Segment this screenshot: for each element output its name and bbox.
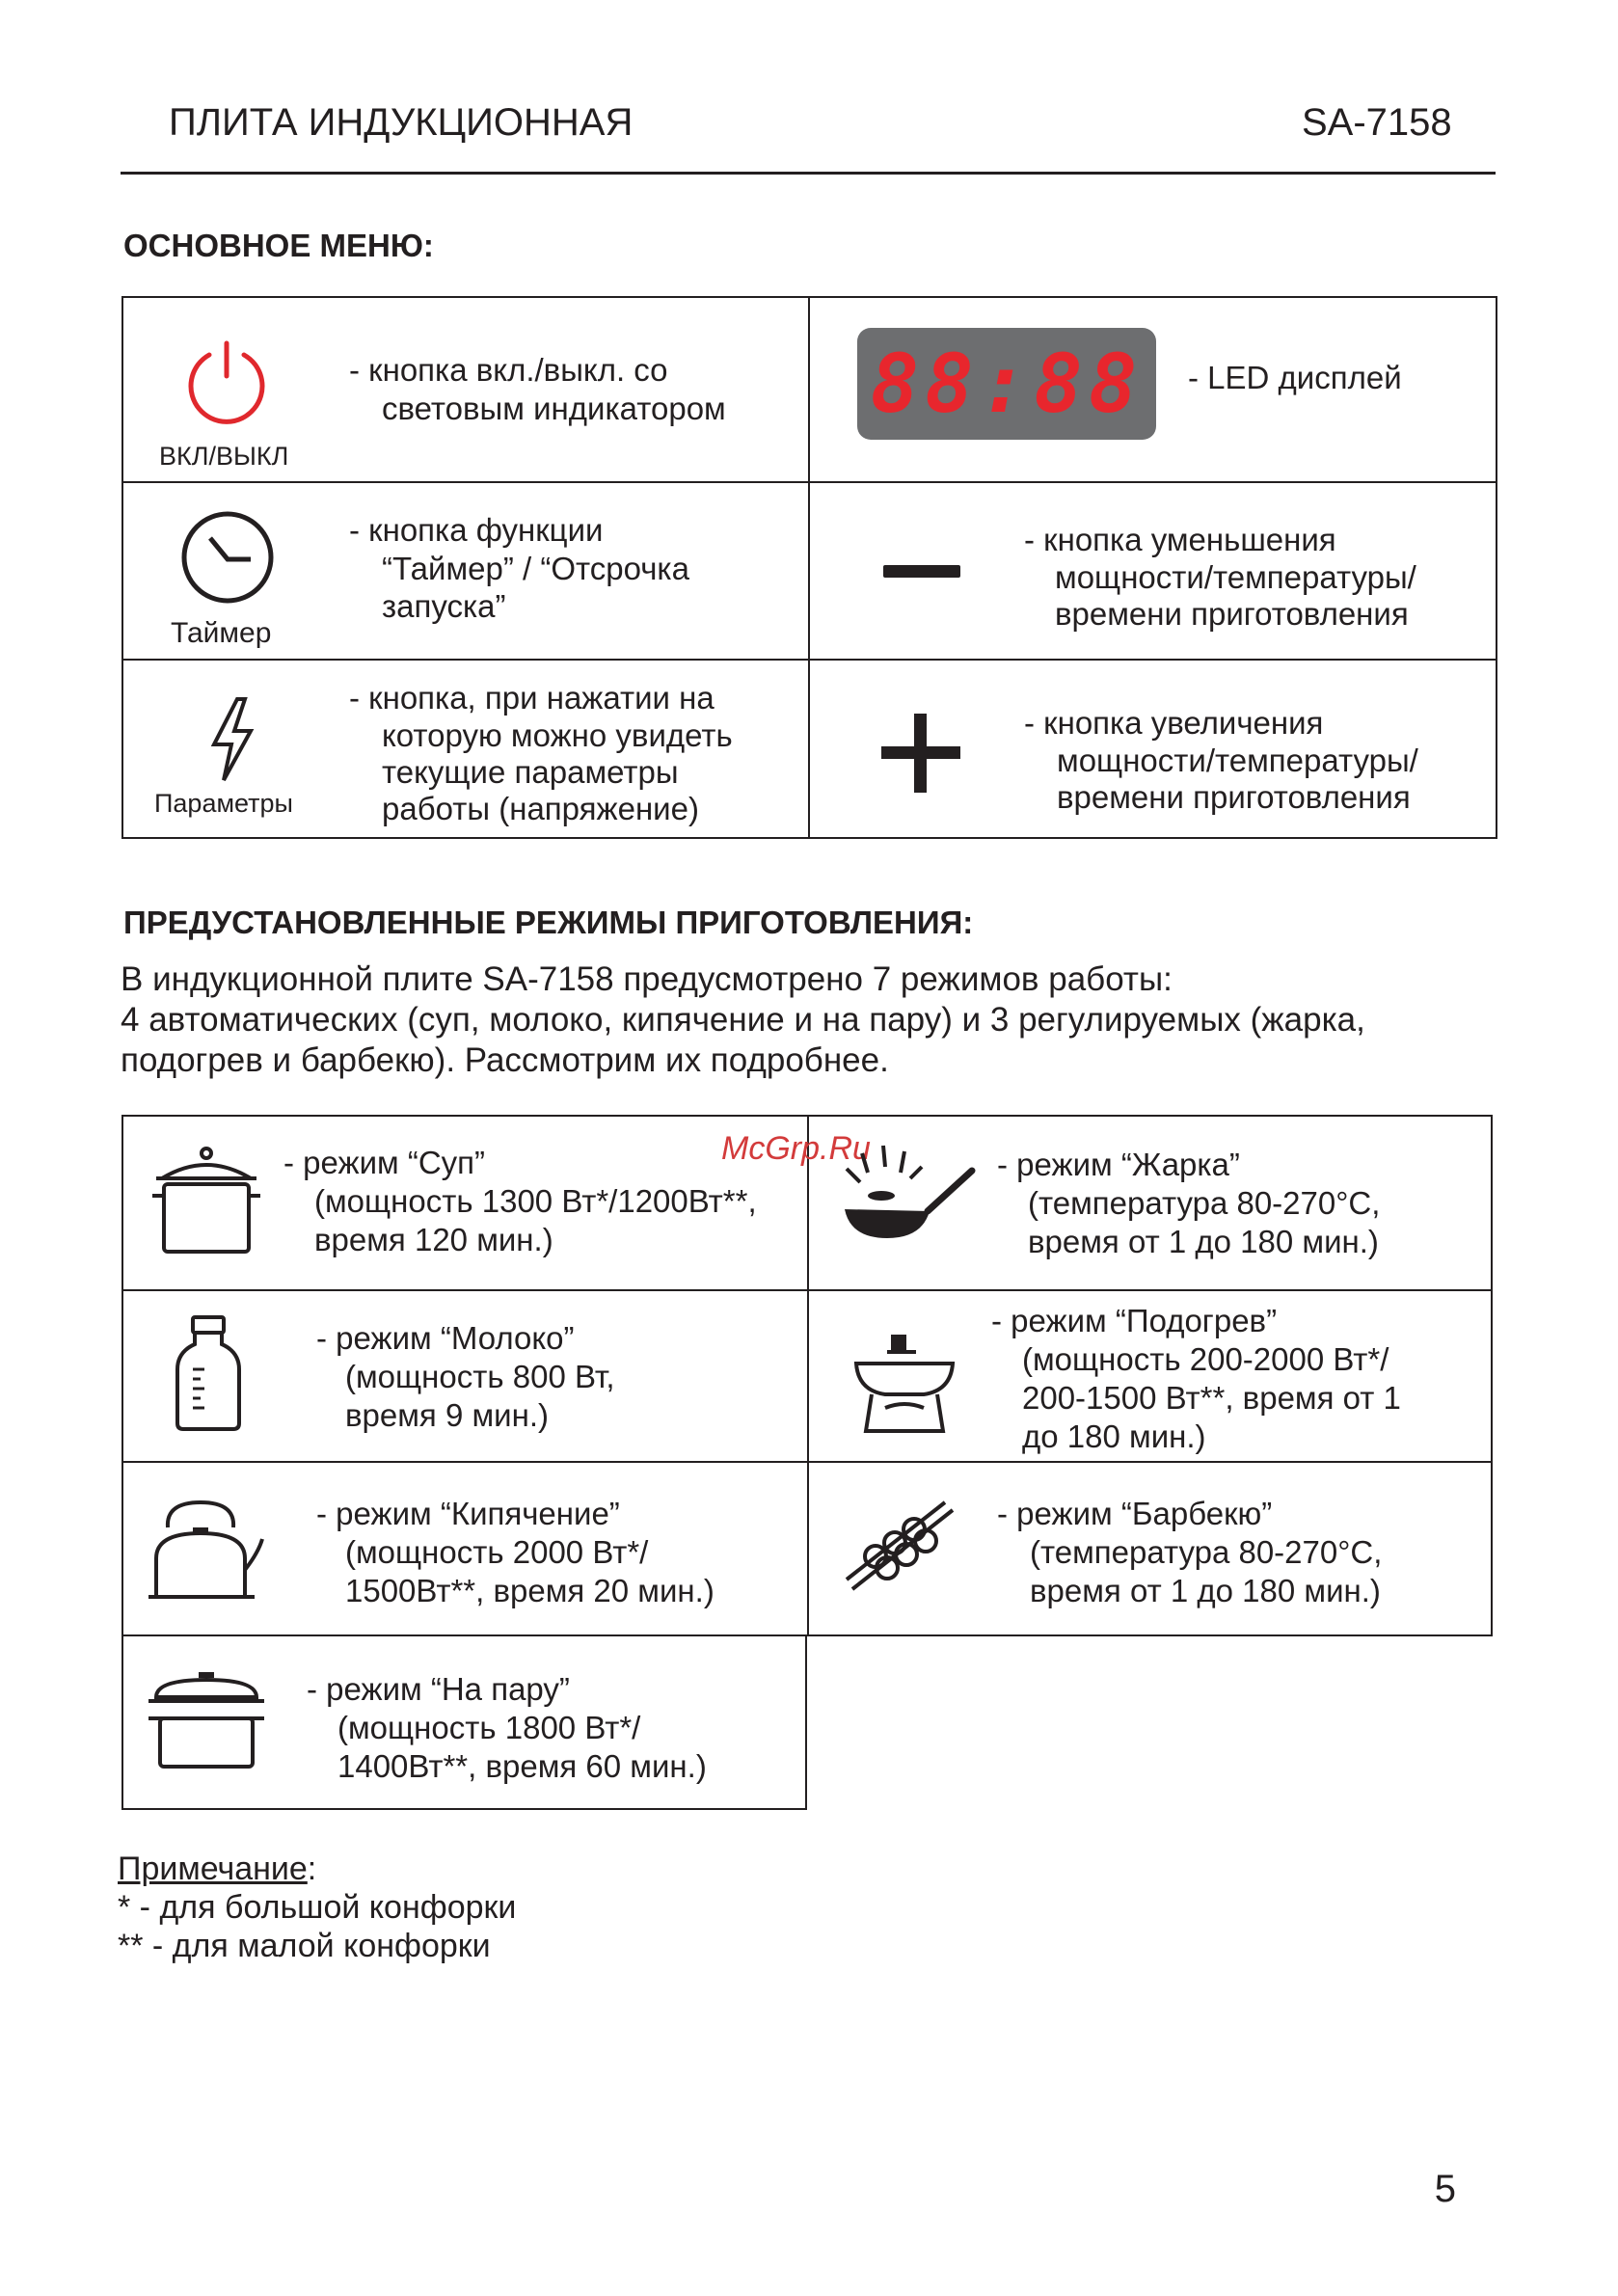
warming-bowl-icon (852, 1331, 957, 1435)
footnote-line: ** - для малой конфорки (118, 1928, 491, 1964)
bbq-desc-line: время от 1 до 180 мин.) (1030, 1573, 1381, 1608)
footnote-line: * - для большой конфорки (118, 1889, 517, 1926)
power-desc-line: - кнопка вкл./выкл. со (349, 352, 668, 388)
warm-desc-line: 200-1500 Вт**, время от 1 (1022, 1380, 1401, 1416)
main-menu-heading: ОСНОВНОЕ МЕНЮ: (123, 228, 434, 263)
intro-line: подогрев и барбекю). Рассмотрим их подробнее. (121, 1041, 889, 1079)
led-display-icon (857, 328, 1156, 440)
milk-bottle-icon (172, 1315, 245, 1433)
timer-desc-line: - кнопка функции (349, 512, 604, 548)
presets-heading: ПРЕДУСТАНОВЛЕННЫЕ РЕЖИМЫ ПРИГОТОВЛЕНИЯ: (123, 905, 974, 940)
bbq-desc-line: - режим “Барбекю” (997, 1496, 1273, 1531)
fry-desc-line: - режим “Жарка” (997, 1147, 1240, 1182)
warm-desc-line: до 180 мин.) (1022, 1418, 1206, 1454)
params-desc-line: которую можно увидеть (382, 717, 733, 753)
milk-desc-line: - режим “Молоко” (316, 1320, 575, 1356)
soup-pot-icon (152, 1146, 260, 1257)
page-number: 5 (1434, 2168, 1456, 2210)
soup-desc-line: время 120 мин.) (314, 1222, 553, 1257)
boil-desc-line: 1500Вт**, время 20 мин.) (345, 1573, 715, 1608)
display-desc-line: - LED дисплей (1188, 360, 1402, 395)
intro-line: В индукционной плите SA-7158 предусмотрено 7 режимов работы: (121, 960, 1173, 998)
model-number: SA-7158 (1302, 101, 1452, 144)
params-label: Параметры (154, 789, 293, 818)
soup-desc-line: - режим “Суп” (283, 1145, 486, 1180)
lightning-icon (208, 696, 256, 783)
footnote-title-text: Примечание (118, 1850, 308, 1887)
steam-desc-line: - режим “На пару” (307, 1671, 570, 1707)
steam-desc-line: 1400Вт**, время 60 мин.) (337, 1748, 707, 1784)
minus-icon (883, 565, 960, 578)
steamer-pot-icon (147, 1670, 266, 1770)
soup-desc-line: (мощность 1300 Вт*/1200Вт**, (314, 1183, 757, 1219)
timer-desc-line: запуска” (382, 588, 506, 624)
plus-desc-line: - кнопка увеличения (1024, 705, 1324, 741)
footnote (118, 1850, 516, 1965)
watermark: McGrp.Ru (721, 1130, 871, 1167)
boil-desc-line: - режим “Кипячение” (316, 1496, 620, 1531)
fry-desc-line: время от 1 до 180 мин.) (1028, 1224, 1379, 1259)
steam-desc-line: (мощность 1800 Вт*/ (337, 1710, 641, 1745)
milk-desc-line: (мощность 800 Вт, (345, 1359, 615, 1394)
intro-line: 4 автоматических (суп, молоко, кипячение и на пару) и 3 регулируемых (жарка, (121, 1001, 1365, 1039)
header-divider (121, 172, 1496, 175)
power-label: ВКЛ/ВЫКЛ (159, 442, 289, 471)
minus-desc-line: времени приготовления (1055, 596, 1409, 632)
timer-desc-line: “Таймер” / “Отсрочка (382, 551, 689, 586)
milk-desc-line: время 9 мин.) (345, 1397, 549, 1433)
bbq-desc-line: (температура 80-270°С, (1030, 1534, 1383, 1570)
skewer-icon (845, 1500, 960, 1597)
kettle-icon (147, 1500, 264, 1601)
footnote-title (118, 1850, 516, 1888)
power-icon (183, 339, 270, 420)
footnote-colon: : (307, 1850, 317, 1887)
plus-icon (881, 714, 960, 793)
params-desc-line: - кнопка, при нажатии на (349, 680, 715, 716)
power-desc-line: световым индикатором (382, 391, 726, 426)
params-desc-line: работы (напряжение) (382, 791, 699, 826)
clock-icon (179, 509, 276, 606)
warm-desc-line: (мощность 200-2000 Вт*/ (1022, 1341, 1389, 1377)
params-desc-line: текущие параметры (382, 754, 679, 790)
boil-desc-line: (мощность 2000 Вт*/ (345, 1534, 649, 1570)
plus-desc-line: мощности/температуры/ (1057, 743, 1418, 778)
timer-label: Таймер (171, 617, 272, 649)
warm-desc-line: - режим “Подогрев” (991, 1303, 1278, 1338)
presets-intro (121, 959, 1365, 1081)
frying-pan-icon (833, 1142, 976, 1252)
minus-desc-line: мощности/температуры/ (1055, 559, 1416, 595)
plus-desc-line: времени приготовления (1057, 779, 1411, 815)
document-title: ПЛИТА ИНДУКЦИОННАЯ (169, 101, 634, 144)
led-digits: 88:88 (870, 337, 1144, 431)
minus-desc-line: - кнопка уменьшения (1024, 522, 1336, 557)
fry-desc-line: (температура 80-270°С, (1028, 1185, 1381, 1221)
